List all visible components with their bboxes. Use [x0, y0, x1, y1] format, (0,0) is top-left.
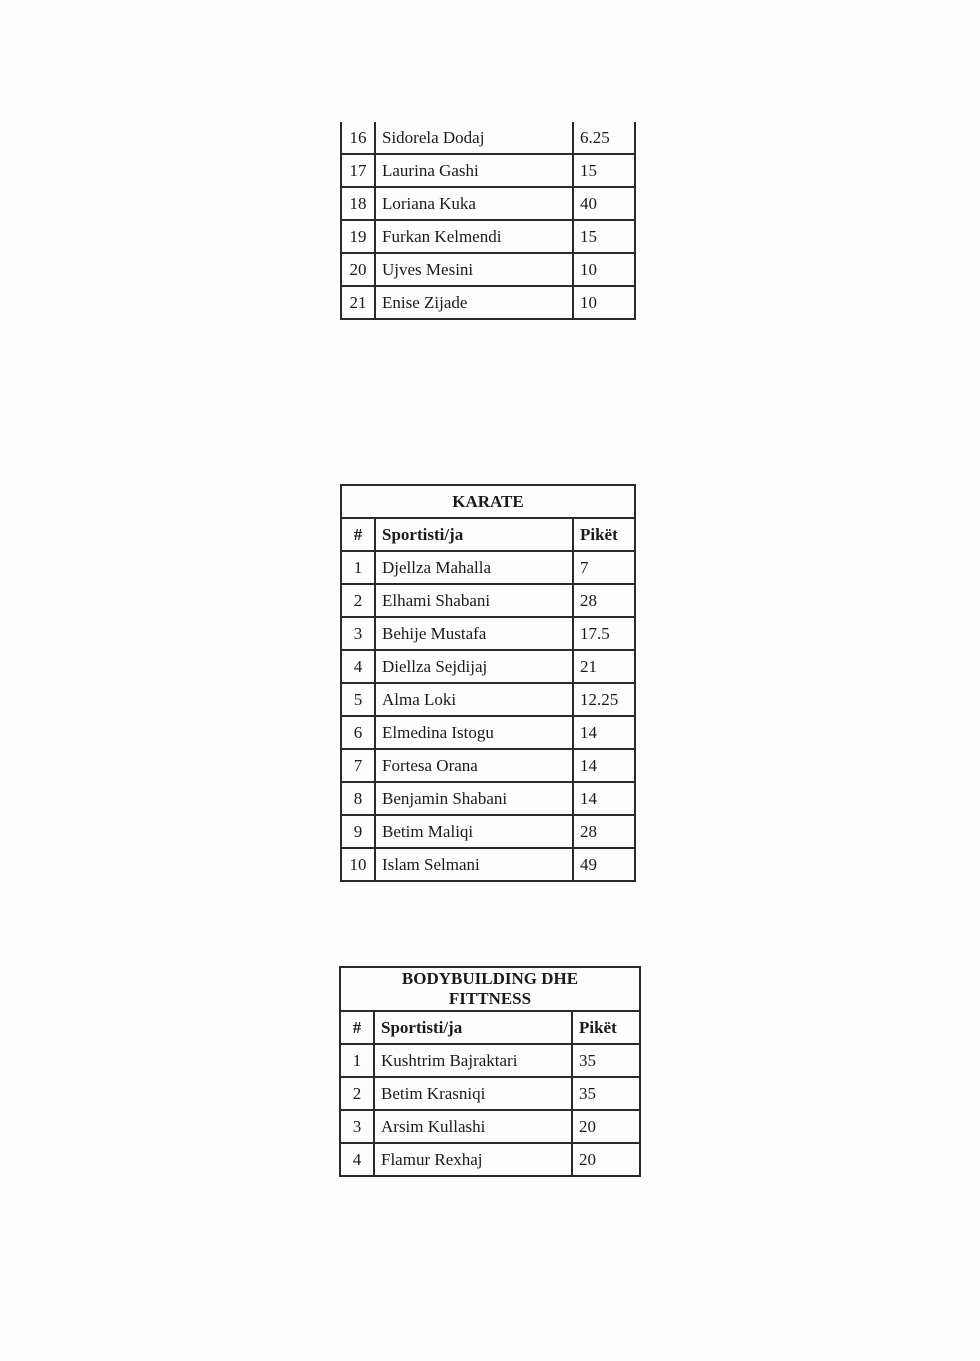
column-header-athlete: Sportisti/ja [374, 1011, 572, 1044]
row-number: 4 [341, 650, 375, 683]
points-value: 21 [573, 650, 635, 683]
points-value: 15 [573, 220, 635, 253]
table-row [340, 1110, 640, 1143]
athlete-name: Betim Maliqi [375, 815, 573, 848]
row-number: 1 [341, 551, 375, 584]
points-value: 14 [573, 782, 635, 815]
row-number: 16 [341, 122, 375, 154]
table-row [341, 220, 635, 253]
athlete-name: Djellza Mahalla [375, 551, 573, 584]
table-row [341, 782, 635, 815]
athlete-name: Enise Zijade [375, 286, 573, 319]
row-number: 18 [341, 187, 375, 220]
athlete-name: Elmedina Istogu [375, 716, 573, 749]
column-header-number: # [340, 1011, 374, 1044]
row-number: 4 [340, 1143, 374, 1176]
athlete-name: Benjamin Shabani [375, 782, 573, 815]
points-value: 35 [572, 1044, 640, 1077]
row-number: 19 [341, 220, 375, 253]
points-value: 28 [573, 584, 635, 617]
athlete-name: Kushtrim Bajraktari [374, 1044, 572, 1077]
athlete-name: Alma Loki [375, 683, 573, 716]
column-header-athlete: Sportisti/ja [375, 518, 573, 551]
karate-table [340, 484, 636, 882]
athlete-name: Loriana Kuka [375, 187, 573, 220]
row-number: 2 [340, 1077, 374, 1110]
athlete-name: Behije Mustafa [375, 617, 573, 650]
bodybuilding-table [339, 966, 641, 1177]
table-row [341, 154, 635, 187]
athlete-name: Betim Krasniqi [374, 1077, 572, 1110]
points-value: 40 [573, 187, 635, 220]
table-title-text: BODYBUILDING DHE FITTNESS [401, 969, 579, 1008]
points-value: 20 [572, 1110, 640, 1143]
bodybuilding-table-body [340, 1044, 640, 1176]
table-row [341, 848, 635, 881]
athlete-name: Arsim Kullashi [374, 1110, 572, 1143]
points-value: 10 [573, 253, 635, 286]
table-row [340, 1143, 640, 1176]
athlete-name: Elhami Shabani [375, 584, 573, 617]
points-value: 6.25 [573, 122, 635, 154]
row-number: 5 [341, 683, 375, 716]
row-number: 3 [340, 1110, 374, 1143]
points-value: 7 [573, 551, 635, 584]
athlete-name: Fortesa Orana [375, 749, 573, 782]
table-row [341, 650, 635, 683]
table-row [341, 617, 635, 650]
column-header-points: Pikët [573, 518, 635, 551]
table-row [341, 551, 635, 584]
athlete-name: Laurina Gashi [375, 154, 573, 187]
continuation-table-body [341, 122, 635, 319]
points-value: 20 [572, 1143, 640, 1176]
points-value: 17.5 [573, 617, 635, 650]
table-row [341, 683, 635, 716]
table-row [341, 286, 635, 319]
karate-table-body [341, 551, 635, 881]
table-row [341, 187, 635, 220]
row-number: 9 [341, 815, 375, 848]
row-number: 20 [341, 253, 375, 286]
points-value: 28 [573, 815, 635, 848]
athlete-name: Flamur Rexhaj [374, 1143, 572, 1176]
table-row [341, 749, 635, 782]
athlete-name: Islam Selmani [375, 848, 573, 881]
athlete-name: Diellza Sejdijaj [375, 650, 573, 683]
points-value: 14 [573, 749, 635, 782]
row-number: 1 [340, 1044, 374, 1077]
table-row [340, 1044, 640, 1077]
row-number: 7 [341, 749, 375, 782]
athlete-name: Sidorela Dodaj [375, 122, 573, 154]
points-value: 10 [573, 286, 635, 319]
points-value: 12.25 [573, 683, 635, 716]
column-header-points: Pikët [572, 1011, 640, 1044]
points-value: 49 [573, 848, 635, 881]
row-number: 2 [341, 584, 375, 617]
table-row [341, 584, 635, 617]
continuation-table [340, 122, 636, 320]
table-row [340, 1077, 640, 1110]
points-value: 14 [573, 716, 635, 749]
table-title: KARATE [341, 485, 635, 518]
row-number: 21 [341, 286, 375, 319]
column-header-number: # [341, 518, 375, 551]
table-title [340, 967, 640, 1011]
athlete-name: Furkan Kelmendi [375, 220, 573, 253]
row-number: 17 [341, 154, 375, 187]
points-value: 15 [573, 154, 635, 187]
table-row [341, 122, 635, 154]
table-row [341, 253, 635, 286]
row-number: 3 [341, 617, 375, 650]
table-row [341, 716, 635, 749]
athlete-name: Ujves Mesini [375, 253, 573, 286]
points-value: 35 [572, 1077, 640, 1110]
table-row [341, 815, 635, 848]
row-number: 8 [341, 782, 375, 815]
row-number: 6 [341, 716, 375, 749]
row-number: 10 [341, 848, 375, 881]
